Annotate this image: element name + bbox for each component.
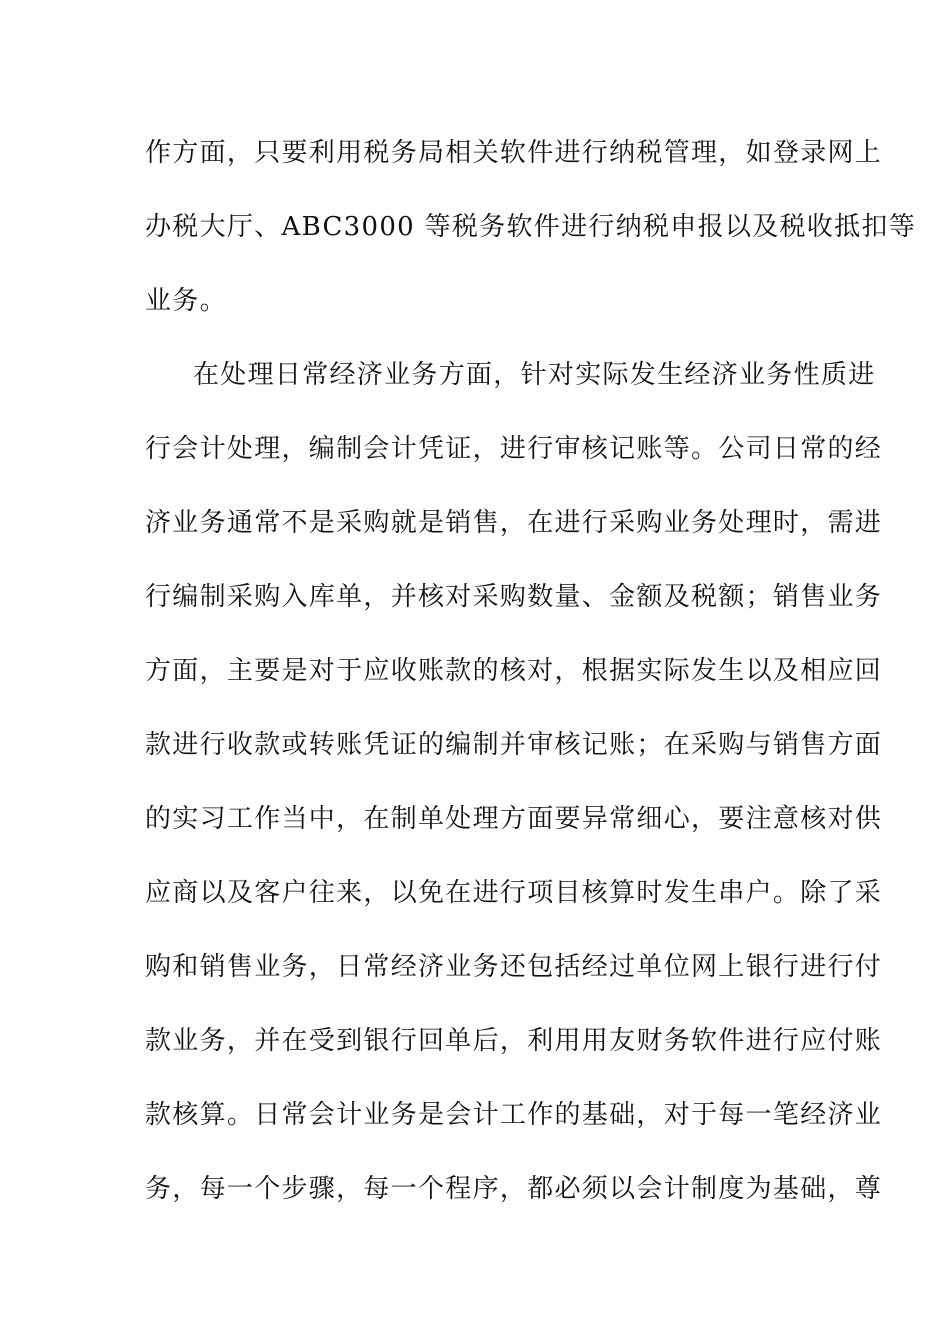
- text-line: 方面，主要是对于应收账款的核对，根据实际发生以及相应回: [145, 656, 883, 686]
- paragraph-first-line: 在处理日常经济业务方面，针对实际发生经济业务性质进: [193, 360, 876, 390]
- text-line: 作方面，只要利用税务局相关软件进行纳税管理，如登录网上: [145, 138, 883, 168]
- text-line: 务，每一个步骤，每一个程序，都必须以会计制度为基础，尊: [145, 1174, 883, 1204]
- text-line: 应商以及客户往来，以免在进行项目核算时发生串户。除了采: [145, 878, 883, 908]
- text-line: 业务。: [145, 286, 227, 316]
- text-line: 的实习工作当中，在制单处理方面要异常细心，要注意核对供: [145, 804, 883, 834]
- text-line: 款业务，并在受到银行回单后，利用用友财务软件进行应付账: [145, 1026, 883, 1056]
- text-line: 办税大厅、ABC3000 等税务软件进行纳税申报以及税收抵扣等: [145, 212, 916, 242]
- text-line: 行编制采购入库单，并核对采购数量、金额及税额；销售业务: [145, 582, 883, 612]
- text-line: 款进行收款或转账凭证的编制并审核记账；在采购与销售方面: [145, 730, 883, 760]
- text-line: 购和销售业务，日常经济业务还包括经过单位网上银行进行付: [145, 952, 883, 982]
- text-line: 款核算。日常会计业务是会计工作的基础，对于每一笔经济业: [145, 1100, 883, 1130]
- text-line: 行会计处理，编制会计凭证，进行审核记账等。公司日常的经: [145, 434, 883, 464]
- text-line: 济业务通常不是采购就是销售，在进行采购业务处理时，需进: [145, 508, 883, 538]
